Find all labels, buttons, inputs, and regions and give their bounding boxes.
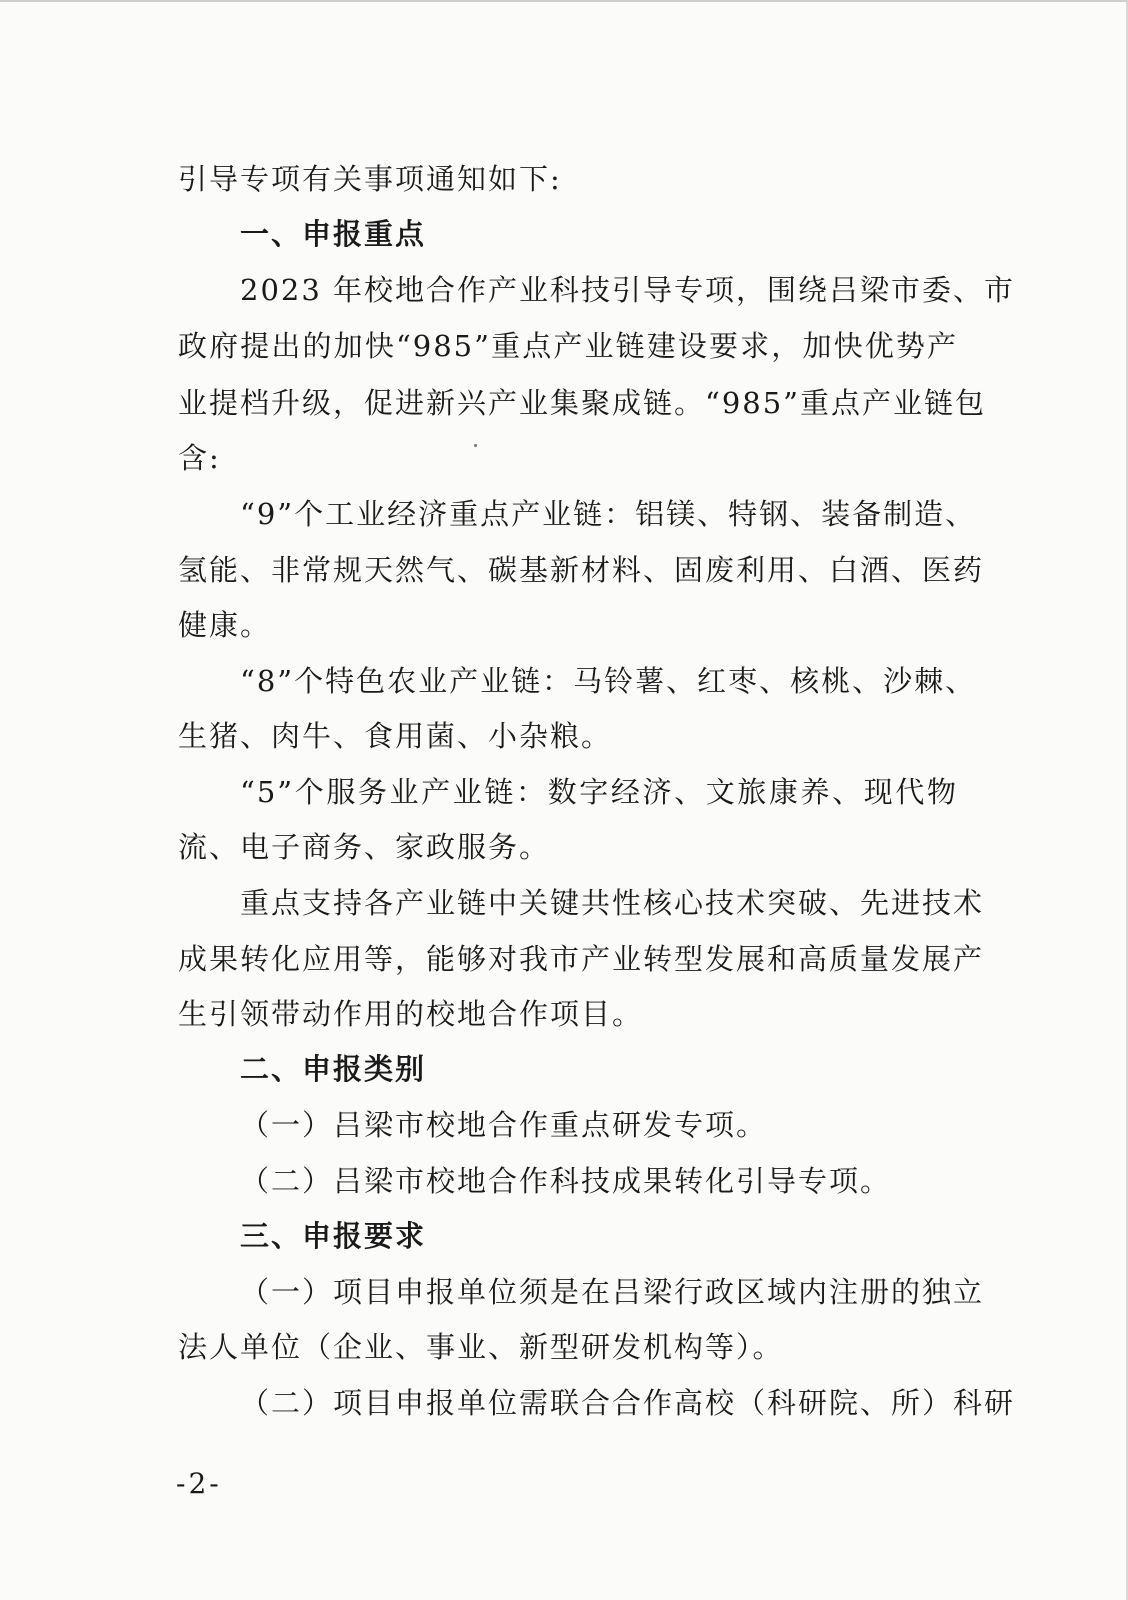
scan-speck <box>474 444 477 447</box>
body-line: “5”个服务业产业链：数字经济、文旅康养、现代物 <box>240 775 958 809</box>
body-line: （二）吕梁市校地合作科技成果转化引导专项。 <box>240 1164 892 1198</box>
section-heading-2: 二、申报类别 <box>240 1052 427 1086</box>
body-line: 2023 年校地合作产业科技引导专项，围绕吕梁市委、市 <box>240 273 1016 307</box>
body-line: 法人单位（企业、事业、新型研发机构等）。 <box>178 1330 784 1364</box>
section-heading-1: 一、申报重点 <box>240 217 427 251</box>
body-line: “8”个特色农业产业链：马铃薯、红枣、核桃、沙棘、 <box>240 664 977 698</box>
body-line: “9”个工业经济重点产业链：铝镁、特钢、装备制造、 <box>240 497 977 531</box>
body-line: 含: <box>178 441 221 475</box>
body-line: （一）项目申报单位须是在吕梁行政区域内注册的独立 <box>240 1275 985 1309</box>
body-line: 生引领带动作用的校地合作项目。 <box>178 997 644 1031</box>
body-line: （二）项目申报单位需联合合作高校（科研院、所）科研 <box>240 1386 1016 1420</box>
body-line: 重点支持各产业链中关键共性核心技术突破、先进技术 <box>240 886 985 920</box>
body-line: 氢能、非常规天然气、碳基新材料、固废利用、白酒、医药 <box>178 553 985 587</box>
body-line: 流、电子商务、家政服务。 <box>178 830 551 864</box>
body-line: 政府提出的加快“985”重点产业链建设要求，加快优势产 <box>178 329 958 363</box>
body-line: （一）吕梁市校地合作重点研发专项。 <box>240 1108 768 1142</box>
body-line: 业提档升级，促进新兴产业集聚成链。“985”重点产业链包 <box>178 386 987 420</box>
body-line: 生猪、肉牛、食用菌、小杂粮。 <box>178 719 613 753</box>
section-heading-3: 三、申报要求 <box>240 1219 427 1253</box>
body-line: 健康。 <box>178 608 272 642</box>
body-line: 成果转化应用等，能够对我市产业转型发展和高质量发展产 <box>178 942 985 976</box>
page-number: -2- <box>176 1467 222 1500</box>
body-line: 引导专项有关事项通知如下: <box>178 162 562 196</box>
